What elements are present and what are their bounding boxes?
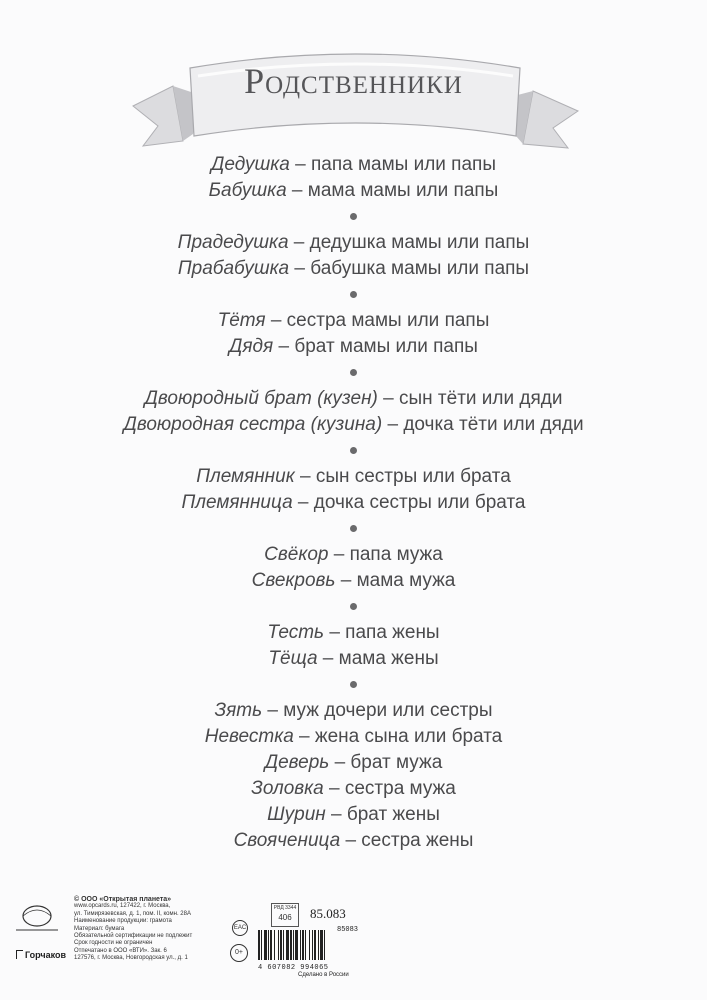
brand-name: Горчаков (25, 950, 67, 960)
relative-entry (0, 620, 707, 646)
bullet-dot-icon (350, 525, 357, 532)
relative-definition: мама мамы или папы (307, 180, 499, 201)
relative-definition: дочка сестры или брата (313, 492, 526, 513)
relative-term: Прадедушка (177, 232, 289, 253)
relative-definition: брат мужа (350, 752, 443, 773)
relative-definition: брат жены (346, 804, 440, 825)
relative-entry (0, 178, 707, 204)
relative-definition: сестра мамы или папы (286, 310, 490, 331)
dash: – (265, 310, 287, 331)
brand-logo (16, 950, 66, 960)
group-separator (0, 204, 707, 230)
relative-definition: мама мужа (356, 570, 456, 591)
relative-term: Бабушка (208, 180, 287, 201)
dash: – (382, 414, 404, 435)
dash: – (377, 388, 399, 409)
relative-definition: папа мамы или папы (310, 154, 496, 175)
relative-term: Невестка (204, 726, 294, 747)
dash: – (288, 232, 310, 253)
age-rating: 0+ (230, 944, 248, 962)
dash: – (286, 180, 308, 201)
relative-entry (0, 776, 707, 802)
relative-term: Дядя (229, 336, 274, 357)
dash: – (328, 544, 350, 565)
dash: – (289, 154, 311, 175)
dash: – (289, 258, 311, 279)
relative-term: Деверь (264, 752, 330, 773)
code-value: 406 (278, 913, 292, 922)
relative-term: Тесть (267, 622, 325, 643)
relatives-list (0, 152, 707, 854)
code-box (271, 903, 299, 927)
dash: – (325, 804, 347, 825)
bullet-dot-icon (350, 681, 357, 688)
relative-term: Дедушка (211, 154, 290, 175)
publisher-line: Обязательной сертификации не подлежит (74, 933, 193, 940)
dash: – (293, 726, 315, 747)
relative-definition: мама жены (338, 648, 439, 669)
group-separator (0, 282, 707, 308)
bullet-dot-icon (350, 291, 357, 298)
dash: – (273, 336, 295, 357)
group-separator (0, 672, 707, 698)
dash: – (340, 830, 362, 851)
relative-entry (0, 412, 707, 438)
publisher-line: Срок годности не ограничен (74, 940, 153, 947)
bullet-dot-icon (350, 603, 357, 610)
relative-definition: дочка тёти или дяди (403, 414, 584, 435)
relative-term: Свояченица (233, 830, 341, 851)
dash: – (324, 622, 346, 643)
bullet-dot-icon (350, 447, 357, 454)
dash: – (294, 466, 316, 487)
relative-entry (0, 464, 707, 490)
relative-group (0, 620, 707, 672)
article-number: 85.083 (310, 906, 346, 921)
code-label: РВД 3344 (273, 905, 297, 911)
group-separator (0, 438, 707, 464)
relative-entry (0, 802, 707, 828)
relative-definition: дедушка мамы или папы (309, 232, 530, 253)
barcode-icon (256, 930, 368, 962)
relative-group (0, 464, 707, 516)
footer (0, 890, 707, 1000)
dash: – (262, 700, 284, 721)
group-separator (0, 360, 707, 386)
relative-term: Свёкор (264, 544, 329, 565)
relative-entry (0, 152, 707, 178)
publisher-info (74, 896, 244, 963)
relative-definition: сестра мужа (344, 778, 456, 799)
publisher-line: 127576, г. Москва, Новгородская ул., д. 1 (74, 955, 188, 962)
relative-entry (0, 724, 707, 750)
publisher-line: ул. Тимирязевская, д. 1, пом. II, комн. 28А (74, 910, 191, 917)
relative-entry (0, 490, 707, 516)
relative-group (0, 230, 707, 282)
planet-logo-icon (12, 902, 62, 934)
eac-mark: EAC (232, 920, 248, 936)
dash: – (329, 752, 351, 773)
relative-group (0, 542, 707, 594)
relative-definition: брат мамы или папы (294, 336, 478, 357)
relative-entry (0, 386, 707, 412)
relative-term: Двоюродный брат (кузен) (144, 388, 378, 409)
relative-entry (0, 568, 707, 594)
relative-term: Шурин (267, 804, 326, 825)
made-in-label: Сделано в России (298, 972, 349, 978)
relative-entry (0, 256, 707, 282)
relative-term: Зять (214, 700, 263, 721)
publisher-line: Материал: бумага (74, 925, 125, 932)
relative-definition: бабушка мамы или папы (310, 258, 530, 279)
relative-term: Племянница (181, 492, 293, 513)
bullet-dot-icon (350, 213, 357, 220)
dash: – (317, 648, 339, 669)
bullet-dot-icon (350, 369, 357, 376)
dash: – (292, 492, 314, 513)
relative-definition: жена сына или брата (314, 726, 503, 747)
group-separator (0, 594, 707, 620)
brand-mark-icon (16, 950, 23, 959)
relative-entry (0, 542, 707, 568)
relative-definition: муж дочери или сестры (283, 700, 493, 721)
barcode-number: 4 607082 994065 (258, 964, 329, 972)
publisher-line: Отпечатано в ООО «ВТИ». Зак. 6 (74, 947, 167, 954)
relative-entry (0, 308, 707, 334)
barcode-top-number: 85083 (337, 926, 359, 934)
relative-group (0, 152, 707, 204)
relative-definition: папа жены (345, 622, 440, 643)
relative-definition: сестра жены (361, 830, 474, 851)
relative-definition: папа мужа (349, 544, 443, 565)
relative-entry (0, 646, 707, 672)
dash: – (335, 570, 357, 591)
relative-entry (0, 698, 707, 724)
relative-term: Тётя (217, 310, 266, 331)
publisher-line: Наименование продукции: грамота (74, 918, 172, 925)
dash: – (323, 778, 345, 799)
relative-term: Тёща (268, 648, 318, 669)
page-title: Родственники (244, 61, 463, 101)
publisher-line: www.opcards.ru, 127422, г. Москва, (74, 903, 171, 910)
relative-term: Золовка (251, 778, 324, 799)
relative-entry (0, 230, 707, 256)
group-separator (0, 516, 707, 542)
relative-definition: сын сестры или брата (315, 466, 511, 487)
relative-term: Двоюродная сестра (кузина) (123, 414, 383, 435)
relative-group (0, 308, 707, 360)
publisher-name: © ООО «Открытая планета» (74, 896, 172, 903)
relative-term: Племянник (196, 466, 295, 487)
relative-term: Свекровь (251, 570, 336, 591)
relative-group (0, 698, 707, 854)
relative-term: Прабабушка (177, 258, 290, 279)
relative-entry (0, 334, 707, 360)
relative-definition: сын тёти или дяди (399, 388, 563, 409)
relative-group (0, 386, 707, 438)
relative-entry (0, 750, 707, 776)
relative-entry (0, 828, 707, 854)
